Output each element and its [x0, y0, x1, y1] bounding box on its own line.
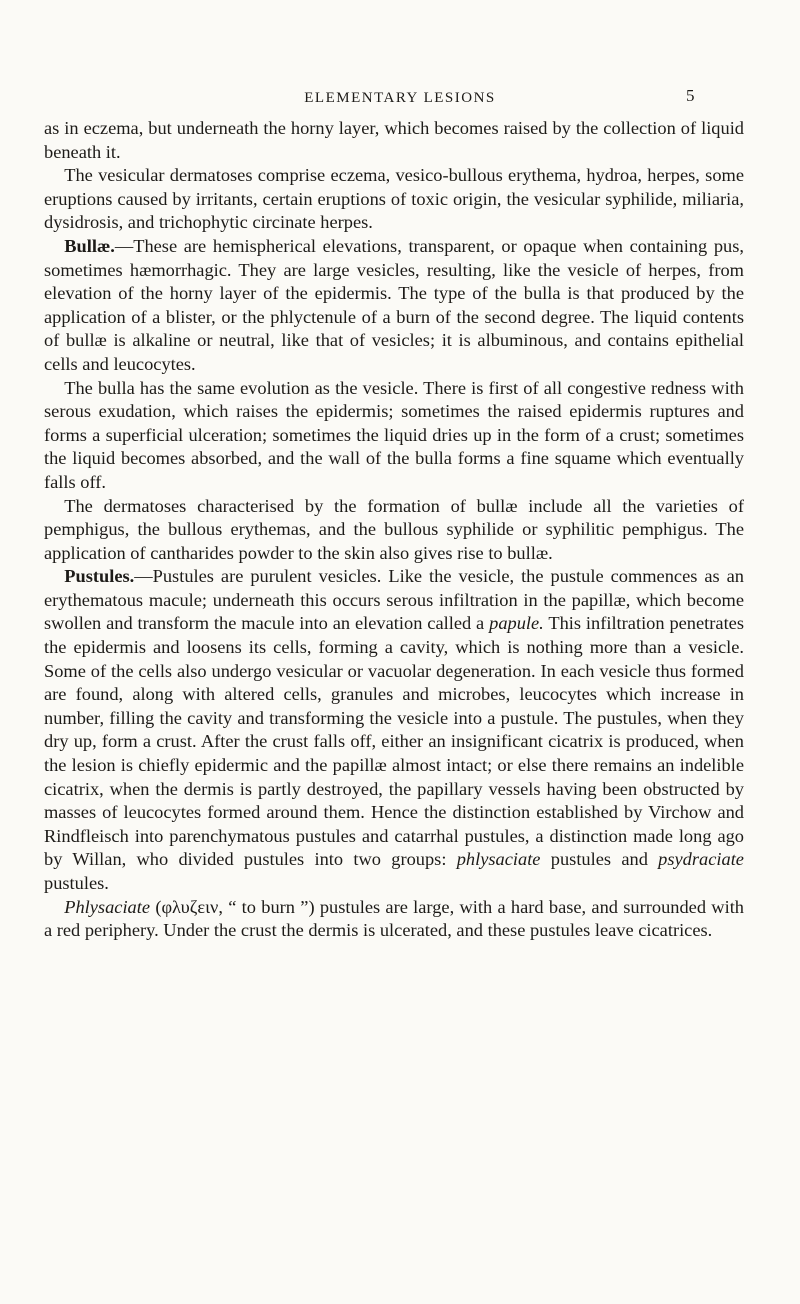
- section-heading-bullae: Bullæ.: [64, 235, 115, 256]
- section-heading-pustules: Pustules.: [64, 566, 135, 587]
- term-papule: papule.: [489, 613, 544, 634]
- paragraph-bulla-evolution: The bulla has the same evolution as the vesicle. There is first of all congestive redness with serous exudation, which raises the epidermis; sometimes the raised epidermis ruptures and forms a superficial ulceration; sometimes the liquid dries up in the form of a crust; sometimes the liquid becomes absorbed, and the wall of the bulla forms a fine squame which eventually falls off.: [44, 377, 744, 492]
- page-number: 5: [686, 86, 695, 105]
- term-psydraciate: psydraciate: [658, 849, 744, 870]
- paragraph-bullae-text: —These are hemispherical elevations, transparent, or opaque when containing pus, sometimes hæmorrhagic. They are large vesicles, resulting, like the vesicle of herpes, from elevation of the horny layer of the epidermis. The type of the bulla is that produced by the application of a blister, or the phlyctenule of a burn of the second degree. The liquid contents of bullæ is alkaline or neutral, like that of vesicles; it is albuminous, and contains epithelial cells and leucocytes.: [44, 235, 744, 374]
- paragraph-pustules: [44, 565, 744, 895]
- pustules-text-d: pustules.: [44, 873, 109, 893]
- pustules-text-c: pustules and: [540, 849, 659, 870]
- pustules-text-a: —Pustules are purulent vesicles. Like the vesicle, the pustule commences as an erythematous macule; underneath this occurs serous infiltration in the papillæ, which become swollen and transform the macule into an elevation called a: [44, 566, 744, 634]
- term-phlysaciate-lead: Phlysaciate: [64, 896, 151, 917]
- paragraph-bullous-dermatoses: The dermatoses characterised by the formation of bullæ include all the varieties of pemphigus, the bullous erythemas, and the bullous syphilide or syphilitic pemphigus. The application of cantharides powder to the skin also gives rise to bullæ.: [44, 495, 744, 563]
- paragraph-continuation: as in eczema, but underneath the horny layer, which becomes raised by the collection of liquid beneath it.: [44, 118, 744, 162]
- pustules-text-b: This infiltration penetrates the epidermis and loosens its cells, forming a cavity, which is nothing more than a vesicle. Some of the cells also undergo vesicular or vacuolar degeneration. In each vesicle thus formed are found, along with altered cells, granules and microbes, leucocytes which increase in number, filling the cavity and transforming the vesicle into a pustule. The pustules, when they dry up, form a crust. After the crust falls off, either an insignificant cicatrix is produced, when the lesion is chiefly epidermic and the papillæ almost intact; or else there remains an indelible cicatrix, when the dermis is partly destroyed, the papillary vessels having been obstructed by masses of leucocytes formed around them. Hence the distinction established by Virchow and Rindfleisch into parenchymatous pustules and catarrhal pustules, a distinction made long ago by Willan, who divided pustules into two groups:: [44, 613, 744, 870]
- phlysaciate-text: (φλυζειν, “ to burn ”) pustules are large, with a hard base, and surrounded with a red periphery. Under the crust the dermis is ulcerated, and these pustules leave cicatrices.: [44, 896, 744, 941]
- term-phlysaciate: phlysaciate: [456, 849, 541, 870]
- paragraph-vesicular-dermatoses: The vesicular dermatoses comprise eczema, vesico-bullous erythema, hydroa, herpes, some eruptions caused by irritants, certain eruptions of toxic origin, the vesicular syphilide, miliaria, dysidrosis, and trichophytic circinate herpes.: [44, 165, 744, 233]
- paragraph-phlysaciate: [44, 896, 744, 943]
- body-text: [44, 117, 744, 943]
- paragraph-bullae: [44, 235, 744, 377]
- running-title: ELEMENTARY LESIONS: [304, 90, 496, 106]
